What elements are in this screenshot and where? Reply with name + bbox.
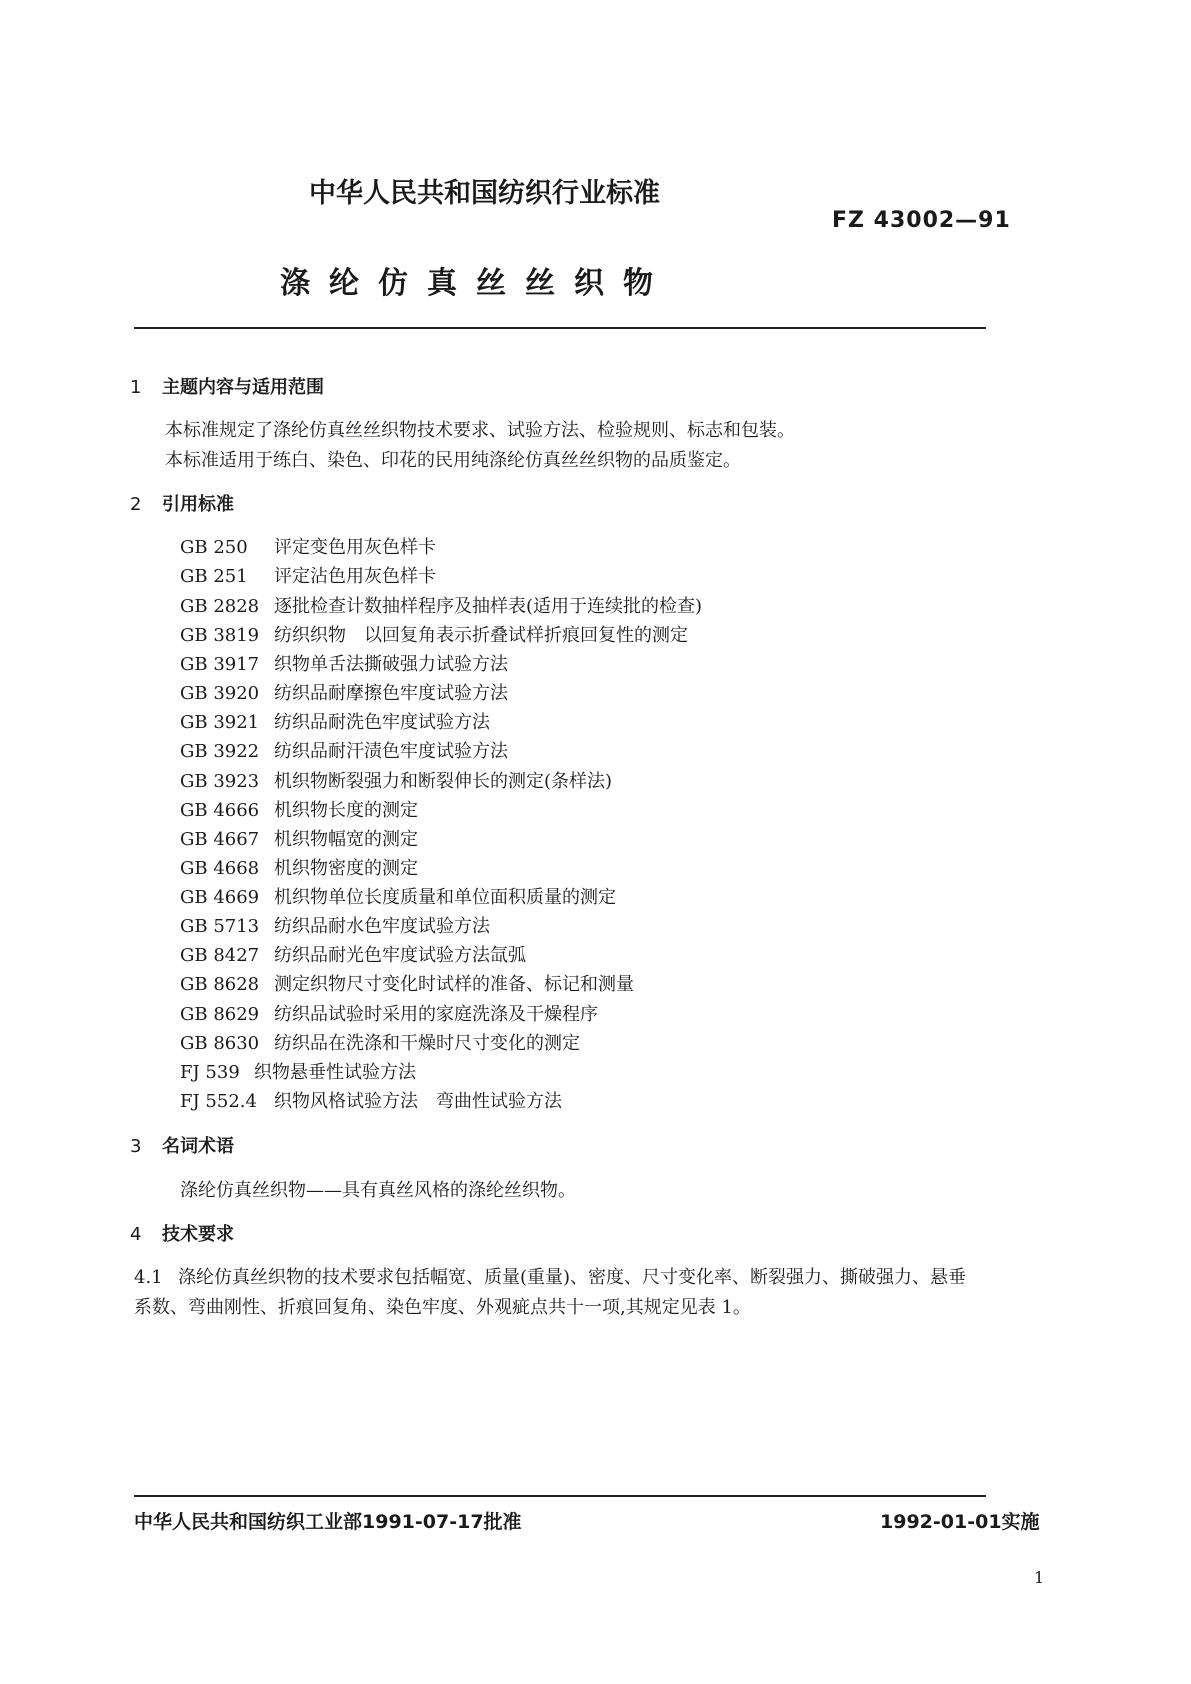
reference-code: GB 4668 (180, 858, 260, 879)
section-3-heading (130, 1132, 234, 1158)
reference-title: 纺织品在洗涤和干燥时尺寸变化的测定 (274, 1033, 580, 1054)
clause-text-line-1: 涤纶仿真丝织物的技术要求包括幅宽、质量(重量)、密度、尺寸变化率、断裂强力、撕破强力、悬垂 (178, 1267, 967, 1288)
reference-title: 纺织品耐光色牢度试验方法氙弧 (274, 945, 526, 966)
reference-code: GB 251 (180, 566, 248, 587)
reference-title: 织物悬垂性试验方法 (254, 1062, 416, 1083)
reference-title: 纺织织物 以回复角表示折叠试样折痕回复性的测定 (274, 625, 688, 646)
reference-code: GB 2828 (180, 596, 260, 617)
reference-item (180, 533, 436, 559)
reference-title: 纺织品试验时采用的家庭洗涤及干燥程序 (274, 1004, 598, 1025)
reference-code: FJ 539 (180, 1062, 240, 1083)
reference-code: GB 4669 (180, 887, 260, 908)
reference-title: 纺织品耐水色牢度试验方法 (274, 916, 490, 937)
paragraph: 本标准规定了涤纶仿真丝丝织物技术要求、试验方法、检验规则、标志和包装。 (165, 420, 795, 441)
reference-item (180, 621, 688, 647)
reference-code: GB 3920 (180, 683, 260, 704)
document-title: 涤纶仿真丝丝织物 (280, 266, 672, 301)
reference-item (180, 767, 612, 793)
reference-item (180, 592, 702, 618)
reference-title: 织物风格试验方法 弯曲性试验方法 (274, 1091, 562, 1112)
reference-item (180, 825, 418, 851)
reference-title: 织物单舌法撕破强力试验方法 (274, 654, 508, 675)
reference-title: 纺织品耐汗渍色牢度试验方法 (274, 741, 508, 762)
reference-code: GB 8630 (180, 1033, 260, 1054)
section-2-heading (130, 490, 234, 516)
reference-code: GB 5713 (180, 916, 260, 937)
section-title: 引用标准 (162, 494, 234, 515)
reference-item (180, 912, 490, 938)
reference-title: 机织物单位长度质量和单位面积质量的测定 (274, 887, 616, 908)
reference-title: 机织物幅宽的测定 (274, 829, 418, 850)
reference-item (180, 1000, 598, 1026)
reference-code: GB 8427 (180, 945, 260, 966)
reference-item (180, 1058, 416, 1084)
reference-item (180, 708, 490, 734)
section-1-heading (130, 373, 324, 399)
clause-text-line-2: 系数、弯曲刚性、折痕回复角、染色牢度、外观疵点共十一项,其规定见表 1。 (134, 1297, 751, 1318)
standard-body-title: 中华人民共和国纺织行业标准 (309, 178, 660, 209)
reference-item (180, 650, 508, 676)
reference-code: GB 8628 (180, 974, 260, 995)
reference-item (180, 883, 616, 909)
reference-item (180, 1087, 562, 1113)
section-title: 技术要求 (162, 1224, 234, 1245)
reference-code: GB 8629 (180, 1004, 260, 1025)
reference-code: GB 3917 (180, 654, 260, 675)
reference-code: GB 3819 (180, 625, 260, 646)
paragraph: 本标准适用于练白、染色、印花的民用纯涤纶仿真丝丝织物的品质鉴定。 (165, 450, 741, 471)
reference-item (180, 796, 418, 822)
header-divider (134, 327, 986, 329)
section-4-heading (130, 1220, 234, 1246)
reference-item (180, 1029, 580, 1055)
reference-item (180, 737, 508, 763)
page-number: 1 (1034, 1568, 1045, 1587)
reference-code: GB 3921 (180, 712, 260, 733)
section-number: 2 (130, 494, 142, 515)
reference-item (180, 679, 508, 705)
section-number: 3 (130, 1136, 142, 1157)
reference-title: 测定织物尺寸变化时试样的准备、标记和测量 (274, 974, 634, 995)
reference-code: FJ 552.4 (180, 1091, 257, 1112)
reference-code: GB 3922 (180, 741, 260, 762)
term-definition: 涤纶仿真丝织物——具有真丝风格的涤纶丝织物。 (180, 1180, 576, 1201)
reference-item (180, 562, 436, 588)
section-title: 名词术语 (162, 1136, 234, 1157)
clause-4-1 (134, 1263, 966, 1289)
reference-title: 纺织品耐洗色牢度试验方法 (274, 712, 490, 733)
section-title: 主题内容与适用范围 (162, 377, 324, 398)
reference-item (180, 941, 526, 967)
reference-item (180, 970, 634, 996)
reference-title: 评定变色用灰色样卡 (274, 537, 436, 558)
reference-title: 评定沾色用灰色样卡 (274, 566, 436, 587)
reference-title: 机织物断裂强力和断裂伸长的测定(条样法) (274, 771, 613, 792)
section-number: 1 (130, 377, 142, 398)
reference-code: GB 3923 (180, 771, 260, 792)
reference-item (180, 854, 418, 880)
clause-number: 4.1 (134, 1267, 163, 1288)
approval-statement: 中华人民共和国纺织工业部1991-07-17批准 (134, 1511, 522, 1533)
section-number: 4 (130, 1224, 142, 1245)
reference-title: 纺织品耐摩擦色牢度试验方法 (274, 683, 508, 704)
implementation-date: 1992-01-01实施 (880, 1511, 1040, 1533)
footer-divider (134, 1495, 986, 1497)
reference-code: GB 4666 (180, 800, 260, 821)
reference-title: 机织物长度的测定 (274, 800, 418, 821)
standard-number: FZ 43002—91 (832, 208, 1011, 233)
reference-code: GB 250 (180, 537, 248, 558)
reference-title: 机织物密度的测定 (274, 858, 418, 879)
reference-code: GB 4667 (180, 829, 260, 850)
reference-title: 逐批检查计数抽样程序及抽样表(适用于连续批的检查) (274, 596, 703, 617)
